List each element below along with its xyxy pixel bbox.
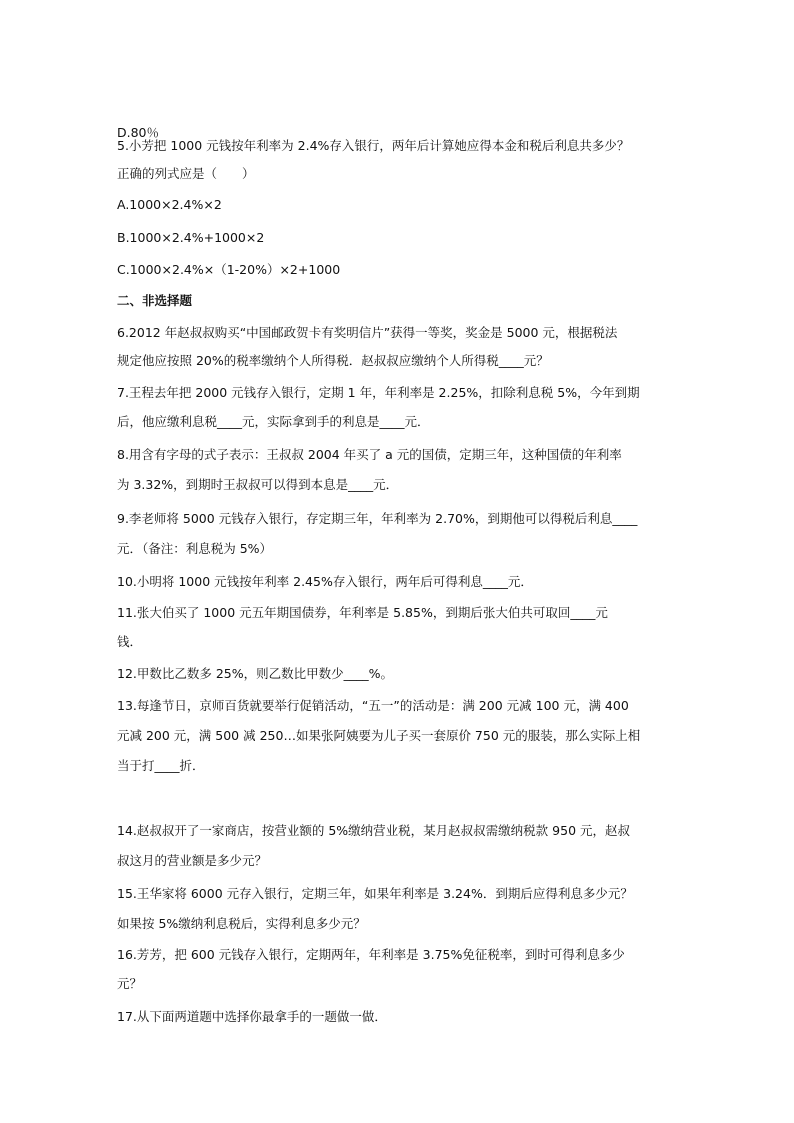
question-16: 16.芳芳，把 600 元钱存入银行，定期两年，年利率是 3.75%免征税率，到时可得利息多少	[117, 947, 625, 962]
question-9: 9.李老师将 5000 元钱存入银行，存定期三年，年利率为 2.70%，到期他可以得税后利息____	[117, 511, 638, 526]
question-11: 11.张大伯买了 1000 元五年期国债券，年利率是 5.85%，到期后张大伯共可取回____元	[117, 605, 608, 620]
question-5-line-2: 正确的列式应是（ ）	[117, 166, 255, 181]
question-7-line-2: 后，他应缴利息税____元，实际拿到手的利息是____元．	[117, 414, 430, 429]
question-15-line-2: 如果按 5%缴纳利息税后，实得利息多少元？	[117, 916, 366, 931]
question-15: 15.王华家将 6000 元存入银行，定期三年，如果年利率是 3.24%．到期后应得利息多少元？	[117, 886, 633, 901]
question-5: 5.小芳把 1000 元钱按年利率为 2.4%存入银行，两年后计算她应得本金和税后利息共多少？	[117, 138, 630, 153]
question-8: 8.用含有字母的式子表示：王叔叔 2004 年买了 a 元的国债，定期三年，这种国债的年利率	[117, 447, 622, 462]
question-8-line-2: 为 3.32%，到期时王叔叔可以得到本息是____元．	[117, 477, 399, 492]
question-6: 6.2012 年赵叔叔购买“中国邮政贺卡有奖明信片”获得一等奖，奖金是 5000 元，根据税法	[117, 325, 618, 340]
option-b-q5: B.1000×2.4%+1000×2	[117, 230, 265, 245]
question-17: 17.从下面两道题中选择你最拿手的一题做一做．	[117, 1009, 387, 1024]
question-14-line-2: 叔这月的营业额是多少元？	[117, 853, 268, 868]
question-9-line-2: 元．（备注：利息税为 5%）	[117, 541, 273, 556]
question-7: 7.王程去年把 2000 元钱存入银行，定期 1 年，年利率是 2.25%，扣除利息税 5%，今年到期	[117, 385, 640, 400]
option-a-q5: A.1000×2.4%×2	[117, 197, 222, 212]
option-d-q4: D.80％	[117, 125, 160, 140]
question-13-line-2: 元减 200 元，满 500 减 250…如果张阿姨要为儿子买一套原价 750 元的服装，那么实际上相	[117, 728, 641, 743]
question-16-line-2: 元？	[117, 976, 143, 991]
question-13: 13.每逢节日，京师百货就要举行促销活动，“五一”的活动是：满 200 元减 100 元，满 400	[117, 698, 629, 713]
question-6-line-2: 规定他应按照 20%的税率缴纳个人所得税．赵叔叔应缴纳个人所得税____元？	[117, 353, 549, 368]
question-14: 14.赵叔叔开了一家商店，按营业额的 5%缴纳营业税，某月赵叔叔需缴纳税款 950 元，赵叔	[117, 823, 630, 838]
option-c-q5: C.1000×2.4%×（1-20%）×2+1000	[117, 262, 341, 277]
question-13-line-3: 当于打____折．	[117, 758, 205, 773]
question-12: 12.甲数比乙数多 25%，则乙数比甲数少____%。	[117, 666, 394, 681]
question-10: 10.小明将 1000 元钱按年利率 2.45%存入银行，两年后可得利息____元．	[117, 574, 533, 589]
section-heading-non-choice: 二、非选择题	[117, 293, 193, 308]
question-11-line-2: 钱．	[117, 634, 143, 649]
